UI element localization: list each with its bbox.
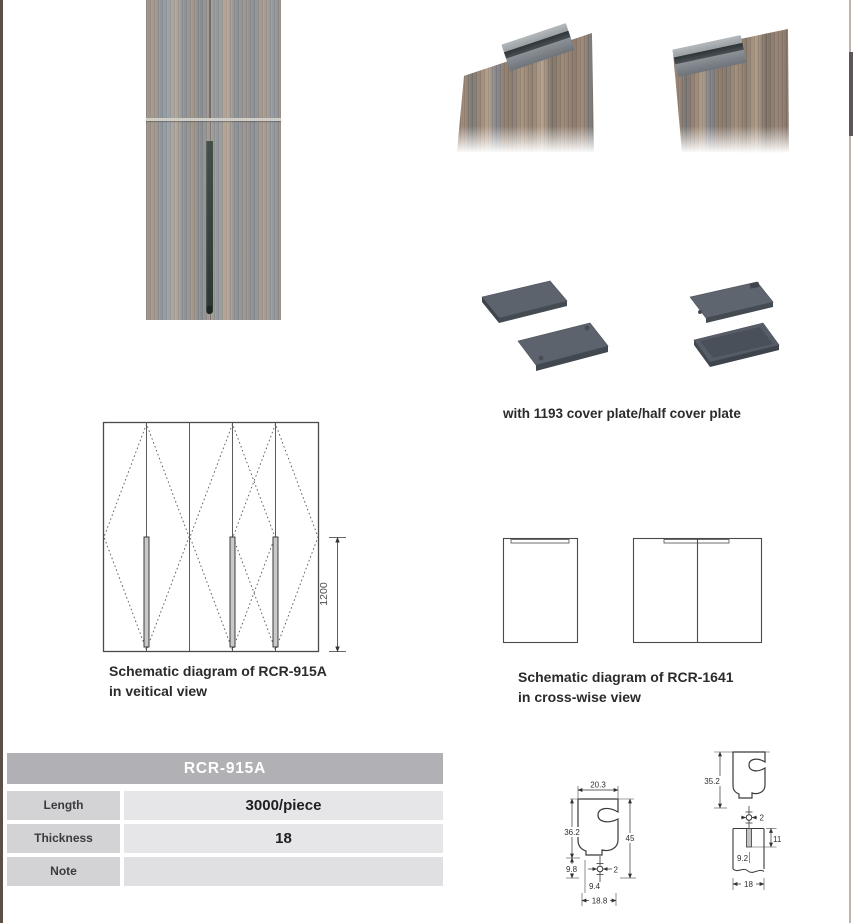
half-cover-plate-left — [690, 282, 773, 323]
caption-line-2: in cross-wise view — [518, 688, 641, 705]
wood-panel-closeup — [146, 0, 281, 320]
page-left-edge — [0, 0, 3, 923]
cover-plate-full-left — [482, 281, 567, 323]
dim-screw: 2 — [613, 865, 618, 875]
panel-seam-horizontal — [146, 118, 281, 121]
row-value — [124, 857, 443, 886]
dim-body-height: 35.2 — [704, 777, 720, 786]
slotted-block — [733, 829, 764, 873]
cover-plate-full-right — [518, 323, 608, 371]
handle-bars — [144, 537, 278, 647]
schematic-caption-rcr915a — [109, 662, 369, 701]
render-fade — [450, 126, 800, 160]
dim-groove-depth: 9.2 — [737, 854, 749, 863]
caption-line-2: in veitical view — [109, 682, 208, 699]
scrollbar-thumb[interactable] — [849, 52, 853, 136]
handle-recess — [664, 540, 729, 544]
schematic-rcr915a — [95, 415, 350, 660]
dim-total-height: 45 — [625, 834, 635, 843]
row-label: Note — [7, 857, 120, 886]
profile-drawing-rcr915a — [562, 781, 638, 907]
caption-cover-plate: with 1193 cover plate/half cover plate — [503, 406, 741, 421]
row-label: Length — [7, 791, 120, 820]
caption-line-1: Schematic diagram of RCR-915A — [109, 663, 327, 679]
dim-bottom-offset: 9.8 — [565, 865, 578, 874]
scrollbar-track[interactable] — [849, 0, 851, 923]
dim-slot-depth: 11 — [773, 835, 782, 844]
table-row — [7, 824, 443, 853]
schematic-rcr1641 — [490, 525, 780, 655]
dimension-1200 — [329, 538, 346, 652]
table-row — [7, 791, 443, 820]
profile-outline — [578, 799, 618, 855]
dim-body-height: 36.2 — [564, 828, 580, 837]
dimension-label: 1200 — [318, 582, 330, 606]
handle-groove-end — [207, 306, 212, 314]
spec-table-header: RCR-915A — [7, 753, 443, 784]
dim-top-width: 20.3 — [590, 780, 606, 790]
dim-screw: 2 — [759, 813, 764, 823]
dim-screw-inset: 9.4 — [589, 882, 601, 891]
row-label: Thickness — [7, 824, 120, 853]
screw-symbol — [741, 806, 757, 828]
door-divider-lines — [147, 423, 276, 651]
half-cover-plate-right — [694, 323, 779, 367]
profile-drawing-rcr1641 — [702, 752, 782, 890]
caption-line-1: Schematic diagram of RCR-1641 — [518, 669, 734, 685]
screw-symbol — [588, 856, 612, 882]
handle-groove — [206, 141, 213, 313]
row-value: 3000/piece — [124, 791, 443, 820]
dim-bottom-width: 18 — [744, 880, 753, 889]
profile-outline — [733, 752, 765, 798]
panel-seam-vertical — [209, 0, 211, 118]
dim-bottom-width: 18.8 — [591, 896, 608, 906]
schematic-caption-rcr1641 — [518, 668, 778, 707]
opening-direction-diamonds — [104, 424, 318, 650]
row-value: 18 — [124, 824, 443, 853]
table-row — [7, 857, 443, 886]
spec-table — [7, 753, 443, 890]
handle-recess — [511, 540, 569, 544]
profile-drawings — [540, 735, 820, 915]
cover-plates-render — [455, 270, 795, 380]
